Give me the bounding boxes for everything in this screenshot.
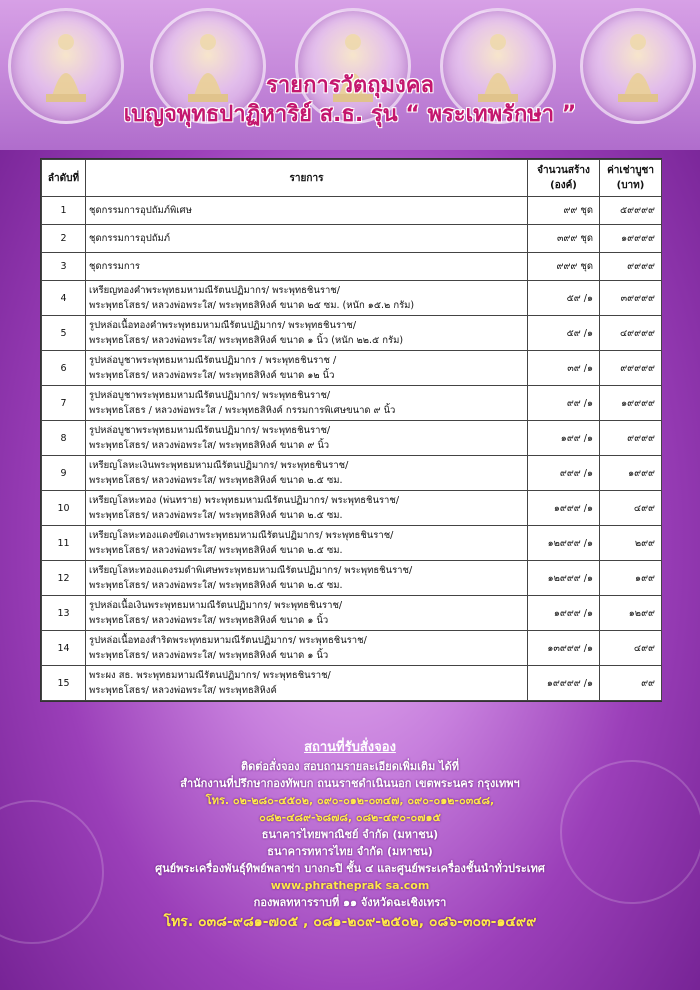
row-item-line2: พระพุทธโสธร/ หลวงพ่อพระใส/ พระพุทธสิหิงค์ ขนาด ๑๒ นิ้ว — [89, 370, 335, 381]
table-row — [42, 421, 662, 456]
row-qty: ๑๙๙๙๙ /๑ — [528, 666, 600, 701]
phone-numbers-1: โทร. ๐๒-๒๘๐-๔๕๐๒, ๐๙๐-๐๑๒-๐๓๔๗, ๐๙๐-๐๑๒-๐๓๔๘, — [205, 794, 495, 807]
row-item-line2: พระพุทธโสธร/ หลวงพ่อพระใส/ พระพุทธสิหิงค์ ขนาด ๒.๕ ซม. — [89, 475, 343, 486]
row-item — [86, 631, 528, 666]
row-number: 9 — [42, 456, 86, 491]
row-item-line2: พระพุทธโสธร/ หลวงพ่อพระใส/ พระพุทธสิหิงค์ — [89, 685, 277, 696]
row-item-line1: รูปหล่อบูชาพระพุทธมหามณีรัตนปฏิมากร / พระพุทธชินราช / — [89, 355, 337, 366]
row-item — [86, 456, 528, 491]
row-price: ๙๙๙๙ — [600, 253, 662, 281]
row-price: ๔๙๙ — [600, 491, 662, 526]
row-item — [86, 561, 528, 596]
website-link[interactable]: www.phratheprak sa.com — [270, 879, 430, 892]
table-row — [42, 351, 662, 386]
row-number: 3 — [42, 253, 86, 281]
table-row — [42, 316, 662, 351]
amulet-centers: ศูนย์พระเครื่องพันธุ์ทิพย์พลาซ่า บางกะปิ ชั้น ๔ และศูนย์พระเครื่องชั้นนำทั่วประเทศ — [155, 862, 545, 875]
row-item-line1: พระผง สธ. พระพุทธมหามณีรัตนปฏิมากร/ พระพุทธชินราช/ — [89, 670, 331, 681]
row-item-line1: ชุดกรรมการอุปถัมภ์ — [89, 233, 171, 244]
row-item — [86, 281, 528, 316]
bank-1: ธนาคารไทยพาณิชย์ จำกัด (มหาชน) — [261, 828, 439, 841]
row-item — [86, 666, 528, 701]
row-price: ๑๙๙๙๙ — [600, 225, 662, 253]
row-price: ๓๙๙๙๙ — [600, 281, 662, 316]
row-qty: ๓๙ /๑ — [528, 351, 600, 386]
row-item-line2: พระพุทธโสธร/ หลวงพ่อพระใส/ พระพุทธสิหิงค์ ขนาด ๒.๕ ซม. — [89, 545, 343, 556]
row-qty: ๑๒๙๙๙ /๑ — [528, 526, 600, 561]
row-item-line2: พระพุทธโสธร/ หลวงพ่อพระใส/ พระพุทธสิหิงค์ ขนาด ๑ นิ้ว (หนัก ๒๒.๕ กรัม) — [89, 335, 404, 346]
table-row — [42, 526, 662, 561]
row-qty: ๑๙๙๙ /๑ — [528, 491, 600, 526]
row-item — [86, 526, 528, 561]
row-qty: ๑๙๙๙ /๑ — [528, 596, 600, 631]
row-price: ๔๙๙๙๙ — [600, 316, 662, 351]
table-row — [42, 561, 662, 596]
row-item-line2: พระพุทธโสธร/ หลวงพ่อพระใส/ พระพุทธสิหิงค์ ขนาด ๒๕ ซม. (หนัก ๑๕.๒ กรัม) — [89, 300, 415, 311]
table-row — [42, 281, 662, 316]
row-item-line1: ชุดกรรมการอุปถัมภ์พิเศษ — [89, 205, 192, 216]
table-row — [42, 491, 662, 526]
row-item-line1: ชุดกรรมการ — [89, 261, 141, 272]
row-price: ๙๙๙๙ — [600, 421, 662, 456]
table-row — [42, 631, 662, 666]
row-item-line2: พระพุทธโสธร/ หลวงพ่อพระใส/ พระพุทธสิหิงค์ ขนาด ๒.๕ ซม. — [89, 510, 343, 521]
row-item — [86, 596, 528, 631]
header-price-line2: (บาท) — [616, 180, 645, 191]
row-item-line1: รูปหล่อเนื้อเงินพระพุทธมหามณีรัตนปฏิมากร/ พระพุทธชินราช/ — [89, 600, 343, 611]
table-row — [42, 386, 662, 421]
row-price: ๑๙๙๙๙ — [600, 386, 662, 421]
table-row — [42, 225, 662, 253]
table-row — [42, 456, 662, 491]
row-item — [86, 351, 528, 386]
order-info-section — [0, 738, 700, 933]
row-price: ๕๙๙๙๙ — [600, 197, 662, 225]
row-qty: ๓๙๙ ชุด — [528, 225, 600, 253]
header-qty-line1: จำนวนสร้าง — [537, 165, 590, 176]
order-info-title: สถานที่รับสั่งจอง — [304, 740, 396, 755]
table-row — [42, 596, 662, 631]
row-item — [86, 386, 528, 421]
row-item-line2: พระพุทธโสธร/ หลวงพ่อพระใส/ พระพุทธสิหิงค์ ขนาด ๒.๕ ซม. — [89, 580, 343, 591]
contact-intro: ติดต่อสั่งจอง สอบถามรายละเอียดเพิ่มเติม ได้ที่ — [240, 760, 460, 773]
header-price — [600, 160, 662, 197]
row-item-line2: พระพุทธโสธร/ หลวงพ่อพระใส/ พระพุทธสิหิงค์ ขนาด ๙ นิ้ว — [89, 440, 330, 451]
title-block — [0, 72, 700, 130]
table-header-row — [42, 160, 662, 197]
row-number: 5 — [42, 316, 86, 351]
row-item-line2: พระพุทธโสธร / หลวงพ่อพระใส / พระพุทธสิหิงค์ กรรมการพิเศษขนาด ๙ นิ้ว — [89, 405, 396, 416]
office-address: สำนักงานที่ปรึกษากองทัพบก ถนนราชดำเนินนอก เขตพระนคร กรุงเทพฯ — [180, 777, 520, 790]
row-item-line1: เหรียญโลหะทอง (พ่นทราย) พระพุทธมหามณีรัตนปฏิมากร/ พระพุทธชินราช/ — [89, 495, 400, 506]
row-qty: ๑๒๙๙๙ /๑ — [528, 561, 600, 596]
header-qty-line2: (องค์) — [550, 180, 577, 191]
row-item-line1: รูปหล่อบูชาพระพุทธมหามณีรัตนปฏิมากร/ พระพุทธชินราช/ — [89, 425, 331, 436]
row-number: 15 — [42, 666, 86, 701]
row-item-line1: รูปหล่อเนื้อทองคำพระพุทธมหามณีรัตนปฏิมากร/ พระพุทธชินราช/ — [89, 320, 357, 331]
row-number: 10 — [42, 491, 86, 526]
row-qty: ๙๙ ชุด — [528, 197, 600, 225]
row-number: 4 — [42, 281, 86, 316]
row-qty: ๙๙ /๑ — [528, 386, 600, 421]
row-qty: ๙๙๙ /๑ — [528, 456, 600, 491]
row-item-line2: พระพุทธโสธร/ หลวงพ่อพระใส/ พระพุทธสิหิงค์ ขนาด ๑ นิ้ว — [89, 650, 329, 661]
row-item — [86, 491, 528, 526]
row-item-line1: รูปหล่อเนื้อทองสำริดพระพุทธมหามณีรัตนปฏิมากร/ พระพุทธชินราช/ — [89, 635, 367, 646]
table-row — [42, 253, 662, 281]
header-item: รายการ — [86, 160, 528, 197]
row-price: ๑๙๙ — [600, 561, 662, 596]
row-number: 11 — [42, 526, 86, 561]
row-item-line2: พระพุทธโสธร/ หลวงพ่อพระใส/ พระพุทธสิหิงค์ ขนาด ๑ นิ้ว — [89, 615, 329, 626]
row-number: 6 — [42, 351, 86, 386]
row-price: ๙๙๙๙๙ — [600, 351, 662, 386]
row-price: ๙๙ — [600, 666, 662, 701]
phone-numbers-3: โทร. ๐๓๘-๙๘๑-๗๐๕ , ๐๘๑-๒๐๙-๒๕๐๒, ๐๘๖-๓๐๓-๑๔๙๙ — [163, 914, 537, 930]
row-number: 8 — [42, 421, 86, 456]
row-price: ๒๙๙ — [600, 526, 662, 561]
row-number: 1 — [42, 197, 86, 225]
table-row — [42, 197, 662, 225]
row-price: ๔๙๙ — [600, 631, 662, 666]
header-banner — [0, 0, 700, 150]
row-item-line1: รูปหล่อบูชาพระพุทธมหามณีรัตนปฏิมากร/ พระพุทธชินราช/ — [89, 390, 331, 401]
row-qty: ๑๙๙ /๑ — [528, 421, 600, 456]
row-item — [86, 253, 528, 281]
row-number: 13 — [42, 596, 86, 631]
row-item-line1: เหรียญโลหะเงินพระพุทธมหามณีรัตนปฏิมากร/ พระพุทธชินราช/ — [89, 460, 349, 471]
row-price: ๑๙๙๙ — [600, 456, 662, 491]
row-item-line1: เหรียญทองคำพระพุทธมหามณีรัตนปฏิมากร/ พระพุทธชินราช/ — [89, 285, 340, 296]
row-item-line1: เหรียญโลหะทองแดงรมดำพิเศษพระพุทธมหามณีรัตนปฏิมากร/ พระพุทธชินราช/ — [89, 565, 413, 576]
table-row — [42, 666, 662, 701]
page-subtitle: เบญจพุทธปาฏิหาริย์ ส.ธ. รุ่น “ พระเทพรักษา ” — [123, 102, 577, 127]
row-qty: ๕๙ /๑ — [528, 281, 600, 316]
row-qty: ๑๓๙๙๙ /๑ — [528, 631, 600, 666]
header-qty — [528, 160, 600, 197]
row-price: ๑๒๙๙ — [600, 596, 662, 631]
row-number: 7 — [42, 386, 86, 421]
page-title: รายการวัตถุมงคล — [266, 73, 434, 98]
header-price-line1: ค่าเช่าบูชา — [607, 165, 654, 176]
row-qty: ๙๙๙ ชุด — [528, 253, 600, 281]
row-number: 12 — [42, 561, 86, 596]
items-table — [40, 158, 662, 702]
military-unit: กองพลทหารราบที่ ๑๑ จังหวัดฉะเชิงเทรา — [253, 896, 447, 909]
row-item — [86, 225, 528, 253]
header-no: ลำดับที่ — [42, 160, 86, 197]
row-item — [86, 197, 528, 225]
phone-numbers-2: ๐๘๒-๔๘๙-๖๘๗๘, ๐๘๒-๔๙๐-๐๗๑๕ — [259, 811, 441, 824]
row-item — [86, 421, 528, 456]
row-number: 14 — [42, 631, 86, 666]
row-number: 2 — [42, 225, 86, 253]
bank-2: ธนาคารทหารไทย จำกัด (มหาชน) — [267, 845, 433, 858]
row-item-line1: เหรียญโลหะทองแดงขัดเงาพระพุทธมหามณีรัตนปฏิมากร/ พระพุทธชินราช/ — [89, 530, 394, 541]
row-item — [86, 316, 528, 351]
row-qty: ๕๙ /๑ — [528, 316, 600, 351]
